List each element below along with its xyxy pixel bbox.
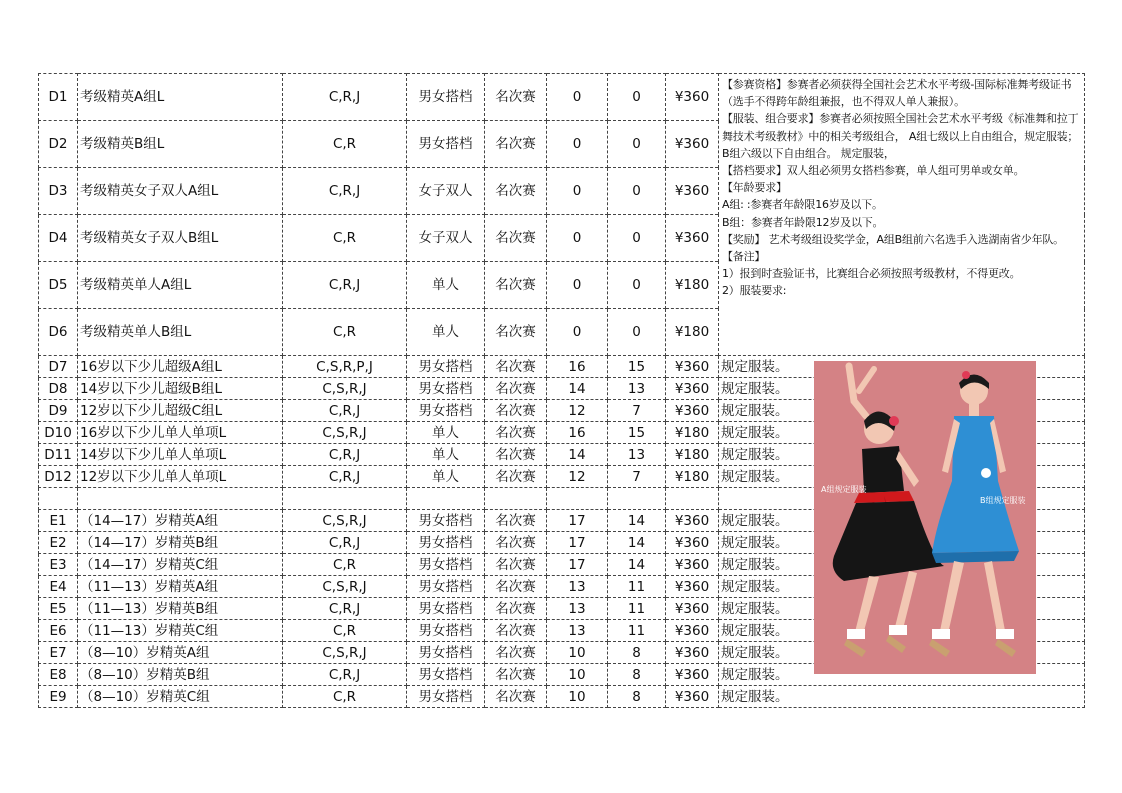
event-code: E3 <box>39 554 78 576</box>
event-note: 规定服装。 <box>719 466 1085 488</box>
event-fee: ¥180 <box>666 309 719 356</box>
event-kind: 名次赛 <box>485 121 547 168</box>
event-name: （14—17）岁精英A组 <box>78 510 283 532</box>
event-count-b: 15 <box>608 422 666 444</box>
event-kind: 名次赛 <box>485 642 547 664</box>
note-line: 【搭档要求】双人组必须男女搭档参赛，单人组可男单或女单。 <box>722 164 1025 178</box>
event-count-a: 10 <box>547 686 608 708</box>
event-count-a: 14 <box>547 378 608 400</box>
event-dances: C,R <box>283 121 407 168</box>
event-type: 男女搭档 <box>407 74 485 121</box>
event-name: 考级精英女子双人A组L <box>78 168 283 215</box>
event-code: D2 <box>39 121 78 168</box>
photo-label-a: A组规定服装 <box>821 485 867 494</box>
note-line: 【参赛资格】参赛者必须获得全国社会艺术水平考级-国际标准舞考级证书（选手不得跨年龄组兼报，也不得双人单人兼报）。 <box>722 78 1072 109</box>
event-dances: C,S,R,J <box>283 422 407 444</box>
event-count-a: 0 <box>547 168 608 215</box>
event-count-a: 0 <box>547 121 608 168</box>
event-kind: 名次赛 <box>485 74 547 121</box>
event-count-b: 7 <box>608 400 666 422</box>
event-kind: 名次赛 <box>485 168 547 215</box>
event-dances: C,R,J <box>283 400 407 422</box>
event-fee: ¥360 <box>666 168 719 215</box>
table-row <box>39 686 1085 708</box>
empty-cell <box>39 488 78 510</box>
event-fee: ¥180 <box>666 422 719 444</box>
event-code: D12 <box>39 466 78 488</box>
event-name: 考级精英单人A组L <box>78 262 283 309</box>
event-name: 16岁以下少儿单人单项L <box>78 422 283 444</box>
event-note: 规定服装。 <box>719 664 1085 686</box>
event-kind: 名次赛 <box>485 532 547 554</box>
event-note: 规定服装。 <box>719 554 1085 576</box>
event-count-a: 0 <box>547 262 608 309</box>
event-code: D3 <box>39 168 78 215</box>
event-fee: ¥180 <box>666 444 719 466</box>
event-note: 规定服装。 <box>719 598 1085 620</box>
event-type: 单人 <box>407 422 485 444</box>
note-line: B组：参赛者年龄限12岁及以下。 <box>722 215 884 229</box>
event-type: 男女搭档 <box>407 554 485 576</box>
event-code: E2 <box>39 532 78 554</box>
note-line: 【备注】 <box>722 250 766 264</box>
costume-photo <box>814 361 1036 674</box>
event-code: D5 <box>39 262 78 309</box>
event-kind: 名次赛 <box>485 510 547 532</box>
event-count-b: 0 <box>608 74 666 121</box>
event-count-a: 13 <box>547 576 608 598</box>
event-count-a: 17 <box>547 532 608 554</box>
event-count-b: 0 <box>608 309 666 356</box>
event-count-b: 13 <box>608 444 666 466</box>
event-name: 考级精英单人B组L <box>78 309 283 356</box>
event-dances: C,S,R,P,J <box>283 356 407 378</box>
rules-notes <box>719 74 1085 356</box>
note-line: A组: :参赛者年龄限16岁及以下。 <box>722 198 883 212</box>
event-count-b: 14 <box>608 510 666 532</box>
event-type: 男女搭档 <box>407 356 485 378</box>
event-count-a: 13 <box>547 598 608 620</box>
event-type: 男女搭档 <box>407 532 485 554</box>
event-code: D7 <box>39 356 78 378</box>
event-kind: 名次赛 <box>485 356 547 378</box>
event-code: D4 <box>39 215 78 262</box>
costume-photo-svg <box>814 361 1036 674</box>
event-count-b: 15 <box>608 356 666 378</box>
event-code: E7 <box>39 642 78 664</box>
event-code: E8 <box>39 664 78 686</box>
note-line: 【年龄要求】 <box>722 181 787 195</box>
event-kind: 名次赛 <box>485 378 547 400</box>
event-type: 男女搭档 <box>407 378 485 400</box>
event-note: 规定服装。 <box>719 444 1085 466</box>
event-note: 规定服装。 <box>719 532 1085 554</box>
empty-cell <box>608 488 666 510</box>
event-kind: 名次赛 <box>485 422 547 444</box>
event-count-b: 0 <box>608 121 666 168</box>
event-fee: ¥360 <box>666 664 719 686</box>
event-name: （8—10）岁精英C组 <box>78 686 283 708</box>
event-dances: C,R,J <box>283 664 407 686</box>
event-count-b: 0 <box>608 215 666 262</box>
event-type: 男女搭档 <box>407 620 485 642</box>
event-dances: C,R <box>283 309 407 356</box>
event-kind: 名次赛 <box>485 620 547 642</box>
event-code: E9 <box>39 686 78 708</box>
empty-cell <box>407 488 485 510</box>
event-type: 女子双人 <box>407 215 485 262</box>
event-dances: C,R,J <box>283 466 407 488</box>
event-kind: 名次赛 <box>485 576 547 598</box>
event-fee: ¥360 <box>666 642 719 664</box>
event-count-a: 16 <box>547 422 608 444</box>
event-type: 单人 <box>407 309 485 356</box>
event-fee: ¥360 <box>666 400 719 422</box>
event-type: 男女搭档 <box>407 121 485 168</box>
empty-cell <box>547 488 608 510</box>
event-type: 男女搭档 <box>407 664 485 686</box>
event-count-a: 10 <box>547 664 608 686</box>
event-name: （11—13）岁精英A组 <box>78 576 283 598</box>
event-name: （8—10）岁精英A组 <box>78 642 283 664</box>
event-count-b: 11 <box>608 576 666 598</box>
event-count-a: 10 <box>547 642 608 664</box>
event-name: （11—13）岁精英B组 <box>78 598 283 620</box>
event-dances: C,R <box>283 554 407 576</box>
event-fee: ¥360 <box>666 576 719 598</box>
event-dances: C,R,J <box>283 444 407 466</box>
event-kind: 名次赛 <box>485 400 547 422</box>
event-code: D6 <box>39 309 78 356</box>
event-fee: ¥360 <box>666 686 719 708</box>
event-kind: 名次赛 <box>485 686 547 708</box>
event-count-b: 11 <box>608 598 666 620</box>
event-fee: ¥360 <box>666 215 719 262</box>
event-type: 男女搭档 <box>407 642 485 664</box>
event-name: 考级精英A组L <box>78 74 283 121</box>
empty-cell <box>283 488 407 510</box>
event-type: 男女搭档 <box>407 576 485 598</box>
event-note: 规定服装。 <box>719 378 1085 400</box>
event-fee: ¥180 <box>666 466 719 488</box>
event-count-a: 12 <box>547 400 608 422</box>
event-count-b: 8 <box>608 686 666 708</box>
note-line: 【服装、组合要求】参赛者必须按照全国社会艺术水平考级《标准舞和拉丁舞技术考级教材》中的相关考级组合， A组七级以上自由组合，规定服装； B组六级以下自由组合。 规定服装， <box>722 112 1079 160</box>
empty-cell <box>485 488 547 510</box>
event-name: （11—13）岁精英C组 <box>78 620 283 642</box>
event-count-b: 8 <box>608 664 666 686</box>
event-count-b: 0 <box>608 168 666 215</box>
event-fee: ¥360 <box>666 378 719 400</box>
event-name: 12岁以下少儿单人单项L <box>78 466 283 488</box>
event-dances: C,R,J <box>283 168 407 215</box>
event-code: D8 <box>39 378 78 400</box>
event-type: 单人 <box>407 262 485 309</box>
event-type: 女子双人 <box>407 168 485 215</box>
event-note: 规定服装。 <box>719 422 1085 444</box>
event-dances: C,R <box>283 686 407 708</box>
event-count-b: 13 <box>608 378 666 400</box>
event-count-a: 0 <box>547 215 608 262</box>
table-row <box>39 74 1085 121</box>
event-dances: C,R,J <box>283 262 407 309</box>
event-count-a: 14 <box>547 444 608 466</box>
event-dances: C,S,R,J <box>283 378 407 400</box>
event-count-a: 0 <box>547 309 608 356</box>
event-name: 14岁以下少儿单人单项L <box>78 444 283 466</box>
event-dances: C,S,R,J <box>283 576 407 598</box>
event-count-b: 14 <box>608 554 666 576</box>
event-count-a: 16 <box>547 356 608 378</box>
event-code: D1 <box>39 74 78 121</box>
event-count-b: 11 <box>608 620 666 642</box>
empty-cell <box>666 488 719 510</box>
event-fee: ¥360 <box>666 532 719 554</box>
event-code: E6 <box>39 620 78 642</box>
event-fee: ¥180 <box>666 262 719 309</box>
event-fee: ¥360 <box>666 510 719 532</box>
event-name: 考级精英B组L <box>78 121 283 168</box>
event-fee: ¥360 <box>666 598 719 620</box>
event-kind: 名次赛 <box>485 309 547 356</box>
event-count-b: 7 <box>608 466 666 488</box>
event-name: （8—10）岁精英B组 <box>78 664 283 686</box>
event-dances: C,R,J <box>283 532 407 554</box>
event-kind: 名次赛 <box>485 554 547 576</box>
photo-label-b: B组规定服装 <box>980 496 1026 505</box>
event-count-a: 0 <box>547 74 608 121</box>
event-note: 规定服装。 <box>719 620 1085 642</box>
event-count-a: 17 <box>547 554 608 576</box>
event-count-b: 14 <box>608 532 666 554</box>
event-count-b: 0 <box>608 262 666 309</box>
event-kind: 名次赛 <box>485 215 547 262</box>
event-count-a: 17 <box>547 510 608 532</box>
event-name: （14—17）岁精英B组 <box>78 532 283 554</box>
event-note: 规定服装。 <box>719 576 1085 598</box>
event-note: 规定服装。 <box>719 510 1085 532</box>
event-kind: 名次赛 <box>485 444 547 466</box>
event-name: 12岁以下少儿超级C组L <box>78 400 283 422</box>
note-line: 1）报到时查验证书，比赛组合必须按照考级教材，不得更改。 <box>722 267 1021 281</box>
note-line: 2）服装要求: <box>722 284 787 298</box>
event-type: 男女搭档 <box>407 686 485 708</box>
event-name: （14—17）岁精英C组 <box>78 554 283 576</box>
event-fee: ¥360 <box>666 121 719 168</box>
event-dances: C,R <box>283 620 407 642</box>
event-dances: C,S,R,J <box>283 510 407 532</box>
event-name: 14岁以下少儿超级B组L <box>78 378 283 400</box>
event-note: 规定服装。 <box>719 686 1085 708</box>
empty-cell <box>78 488 283 510</box>
event-code: D9 <box>39 400 78 422</box>
event-type: 单人 <box>407 466 485 488</box>
event-kind: 名次赛 <box>485 466 547 488</box>
event-note: 规定服装。 <box>719 356 1085 378</box>
event-type: 单人 <box>407 444 485 466</box>
event-code: E5 <box>39 598 78 620</box>
event-count-a: 13 <box>547 620 608 642</box>
event-type: 男女搭档 <box>407 598 485 620</box>
event-fee: ¥360 <box>666 356 719 378</box>
event-dances: C,R <box>283 215 407 262</box>
event-fee: ¥360 <box>666 74 719 121</box>
event-dances: C,R,J <box>283 598 407 620</box>
event-name: 考级精英女子双人B组L <box>78 215 283 262</box>
event-dances: C,S,R,J <box>283 642 407 664</box>
event-fee: ¥360 <box>666 620 719 642</box>
event-note: 规定服装。 <box>719 642 1085 664</box>
event-code: D10 <box>39 422 78 444</box>
event-kind: 名次赛 <box>485 664 547 686</box>
event-name: 16岁以下少儿超级A组L <box>78 356 283 378</box>
note-line: 【奖励】 艺术考级组设奖学金，A组B组前六名选手入选湖南省少年队。 <box>722 232 1064 246</box>
event-kind: 名次赛 <box>485 262 547 309</box>
event-dances: C,R,J <box>283 74 407 121</box>
event-count-a: 12 <box>547 466 608 488</box>
event-note: 规定服装。 <box>719 400 1085 422</box>
event-count-b: 8 <box>608 642 666 664</box>
event-code: E4 <box>39 576 78 598</box>
event-code: E1 <box>39 510 78 532</box>
event-fee: ¥360 <box>666 554 719 576</box>
event-type: 男女搭档 <box>407 400 485 422</box>
event-kind: 名次赛 <box>485 598 547 620</box>
event-code: D11 <box>39 444 78 466</box>
event-type: 男女搭档 <box>407 510 485 532</box>
